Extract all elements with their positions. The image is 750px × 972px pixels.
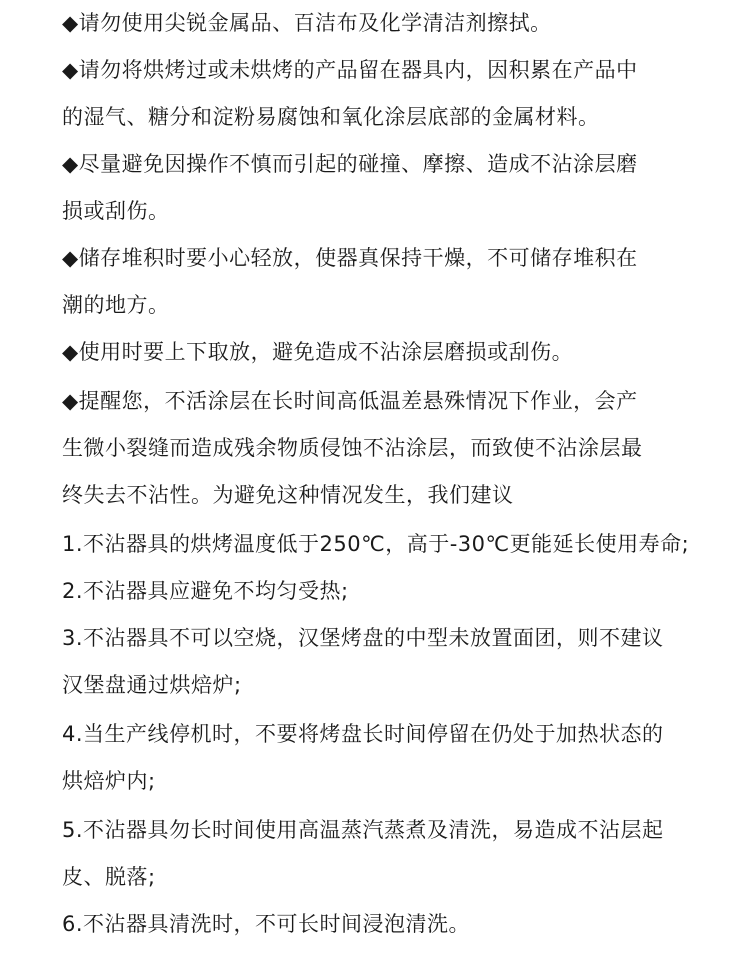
text-line: ◆请勿使用尖锐金属品、百洁布及化学清洁剂擦拭。 — [62, 11, 552, 35]
text-line: 6.不沾器具清洗时，不可长时间浸泡清洗。 — [62, 912, 471, 936]
text-line: ◆提醒您，不活涂层在长时间高低温差悬殊情况下作业，会产 — [62, 389, 638, 413]
text-line: 3.不沾器具不可以空烧，汉堡烤盘的中型未放置面团，则不建议 — [62, 626, 664, 650]
text-line: 2.不沾器具应避免不均匀受热; — [62, 579, 349, 603]
text-line: 损或刮伤。 — [62, 199, 170, 223]
text-line: ◆尽量避免因操作不慎而引起的碰撞、摩擦、造成不沾涂层磨 — [62, 152, 638, 176]
text-line: ◆使用时要上下取放，避免造成不沾涂层磨损或刮伤。 — [62, 340, 574, 364]
text-line: 终失去不沾性。为避免这种情况发生，我们建议 — [62, 483, 514, 507]
text-line: ◆储存堆积时要小心轻放，使器真保持干燥，不可储存堆积在 — [62, 246, 638, 270]
text-line: ◆请勿将烘烤过或未烘烤的产品留在器具内，因积累在产品中 — [62, 58, 638, 82]
text-line: 汉堡盘通过烘焙炉; — [62, 673, 242, 697]
text-line: 的湿气、糖分和淀粉易腐蚀和氧化涂层底部的金属材料。 — [62, 105, 600, 129]
text-line: 1.不沾器具的烘烤温度低于250℃，高于-30℃更能延长使用寿命; — [62, 532, 690, 556]
text-line: 烘焙炉内; — [62, 769, 156, 793]
text-line: 生微小裂缝而造成残余物质侵蚀不沾涂层，而致使不沾涂层最 — [62, 436, 643, 460]
text-line: 4.当生产线停机时，不要将烤盘长时间停留在仍处于加热状态的 — [62, 722, 664, 746]
text-line: 皮、脱落; — [62, 865, 156, 889]
text-line: 潮的地方。 — [62, 293, 170, 317]
text-line: 5.不沾器具勿长时间使用高温蒸汽蒸煮及清洗，易造成不沾层起 — [62, 818, 664, 842]
